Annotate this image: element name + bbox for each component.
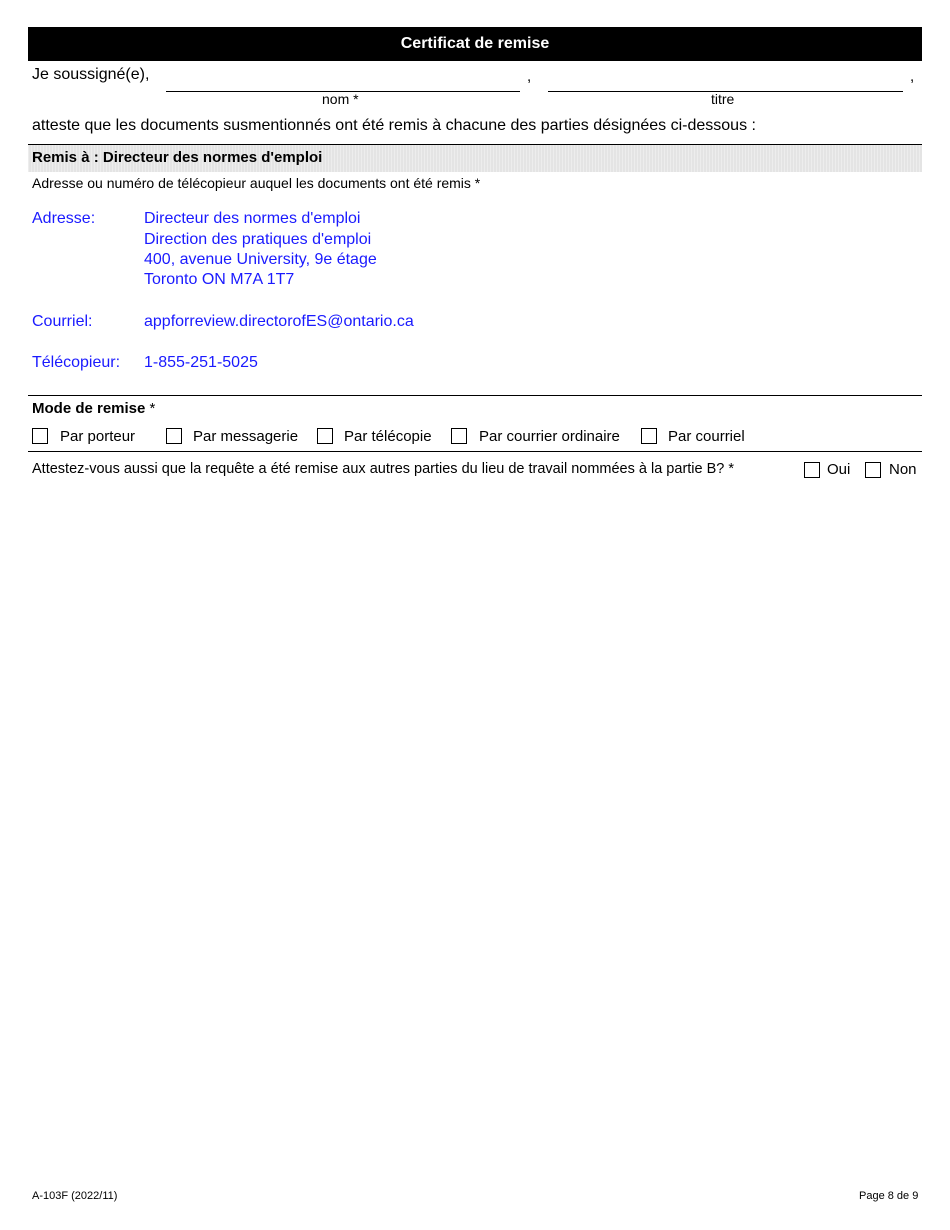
address-line: Toronto ON M7A 1T7 [144, 271, 295, 288]
title-caption: titre [711, 91, 735, 107]
email-label: Courriel: [32, 313, 93, 330]
checkbox-par-messagerie[interactable] [166, 428, 182, 444]
checkbox-par-courrier-ordinaire[interactable] [451, 428, 467, 444]
fax-label: Télécopieur: [32, 354, 121, 371]
checkbox-par-porteur[interactable] [32, 428, 48, 444]
required-mark: * [149, 400, 156, 417]
declaration-statement: atteste que les documents susmentionnés ont été remis à chacune des parties désignées ci-dessous : [32, 117, 756, 134]
declaration-intro: Je soussigné(e), [32, 66, 150, 83]
name-caption: nom * [322, 91, 359, 107]
recipient-section-header [28, 144, 922, 172]
option-label: Par courriel [668, 428, 745, 445]
checkbox-par-telecopie[interactable] [317, 428, 333, 444]
address-label: Adresse: [32, 210, 96, 227]
comma-separator-end: , [910, 68, 915, 85]
divider [28, 395, 922, 396]
form-number: A-103F (2022/11) [32, 1190, 118, 1202]
checkbox-par-courriel[interactable] [641, 428, 657, 444]
recipient-heading: Remis à : Directeur des normes d'emploi [32, 149, 323, 166]
address-line: Directeur des normes d'emploi [144, 210, 361, 227]
comma-separator: , [527, 68, 532, 85]
email-value[interactable]: appforreview.directorofES@ontario.ca [144, 313, 414, 330]
address-line: 400, avenue University, 9e étage [144, 251, 377, 268]
recipient-instruction: Adresse ou numéro de télécopieur auquel les documents ont été remis * [32, 175, 481, 191]
fax-value: 1-855-251-5025 [144, 354, 258, 371]
certificate-title [28, 27, 922, 61]
option-label: Par courrier ordinaire [479, 428, 620, 445]
option-label: Par télécopie [344, 428, 432, 445]
oui-label: Oui [827, 461, 851, 478]
option-label: Par porteur [60, 428, 136, 445]
delivery-heading-row [32, 400, 155, 417]
checkbox-oui[interactable] [804, 462, 820, 478]
divider [28, 451, 922, 452]
certificate-title-text: Certificat de remise [400, 35, 550, 52]
attestation-question: Attestez-vous aussi que la requête a été remise aux autres parties du lieu de travail nommées à la partie B? * [32, 461, 735, 477]
non-label: Non [889, 461, 917, 478]
page-number: Page 8 de 9 [859, 1190, 919, 1202]
delivery-heading: Mode de remise [32, 400, 146, 417]
option-label: Par messagerie [193, 428, 299, 445]
checkbox-non[interactable] [865, 462, 881, 478]
address-line: Direction des pratiques d'emploi [144, 231, 372, 248]
